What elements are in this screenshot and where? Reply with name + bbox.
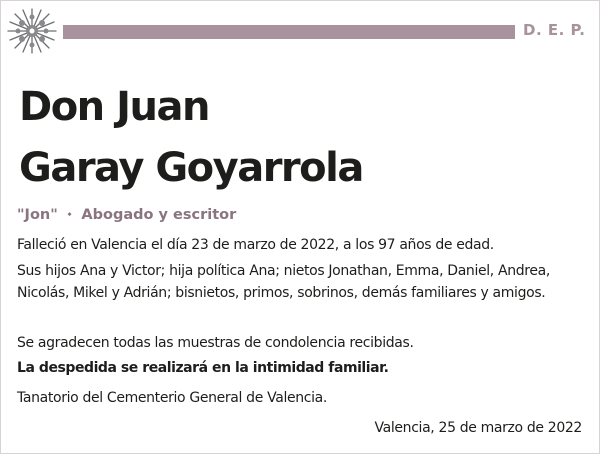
place-and-date: Valencia, 25 de marzo de 2022: [374, 420, 582, 436]
deceased-name-line1: Don Juan: [19, 84, 209, 130]
family-list: Sus hijos Ana y Victor; hija política Ana; nietos Jonathan, Emma, Daniel, Andrea, Nicolás, Mikel y Adrián; bisnietos, primos, sobrinos, demás familiares y amigos.: [17, 263, 550, 301]
farewell-note: La despedida se realizará en la intimidad familiar.: [17, 360, 389, 376]
thanks-note: Se agradecen todas las muestras de condolencia recibidas.: [17, 335, 414, 351]
deceased-subtitle: [17, 207, 236, 223]
deceased-name-line2: Garay Goyarrola: [19, 145, 363, 191]
death-announcement: Falleció en Valencia el día 23 de marzo de 2022, a los 97 años de edad.: [17, 237, 494, 253]
occupation: Abogado y escritor: [81, 207, 237, 223]
header-bar: [63, 25, 515, 39]
cross-flower-icon: [5, 7, 59, 55]
nickname: "Jon": [17, 207, 58, 223]
funeral-home: Tanatorio del Cementerio General de Valencia.: [17, 390, 327, 406]
dep-label: D. E. P.: [523, 21, 586, 39]
diamond-separator-icon: ⬩: [67, 209, 72, 220]
